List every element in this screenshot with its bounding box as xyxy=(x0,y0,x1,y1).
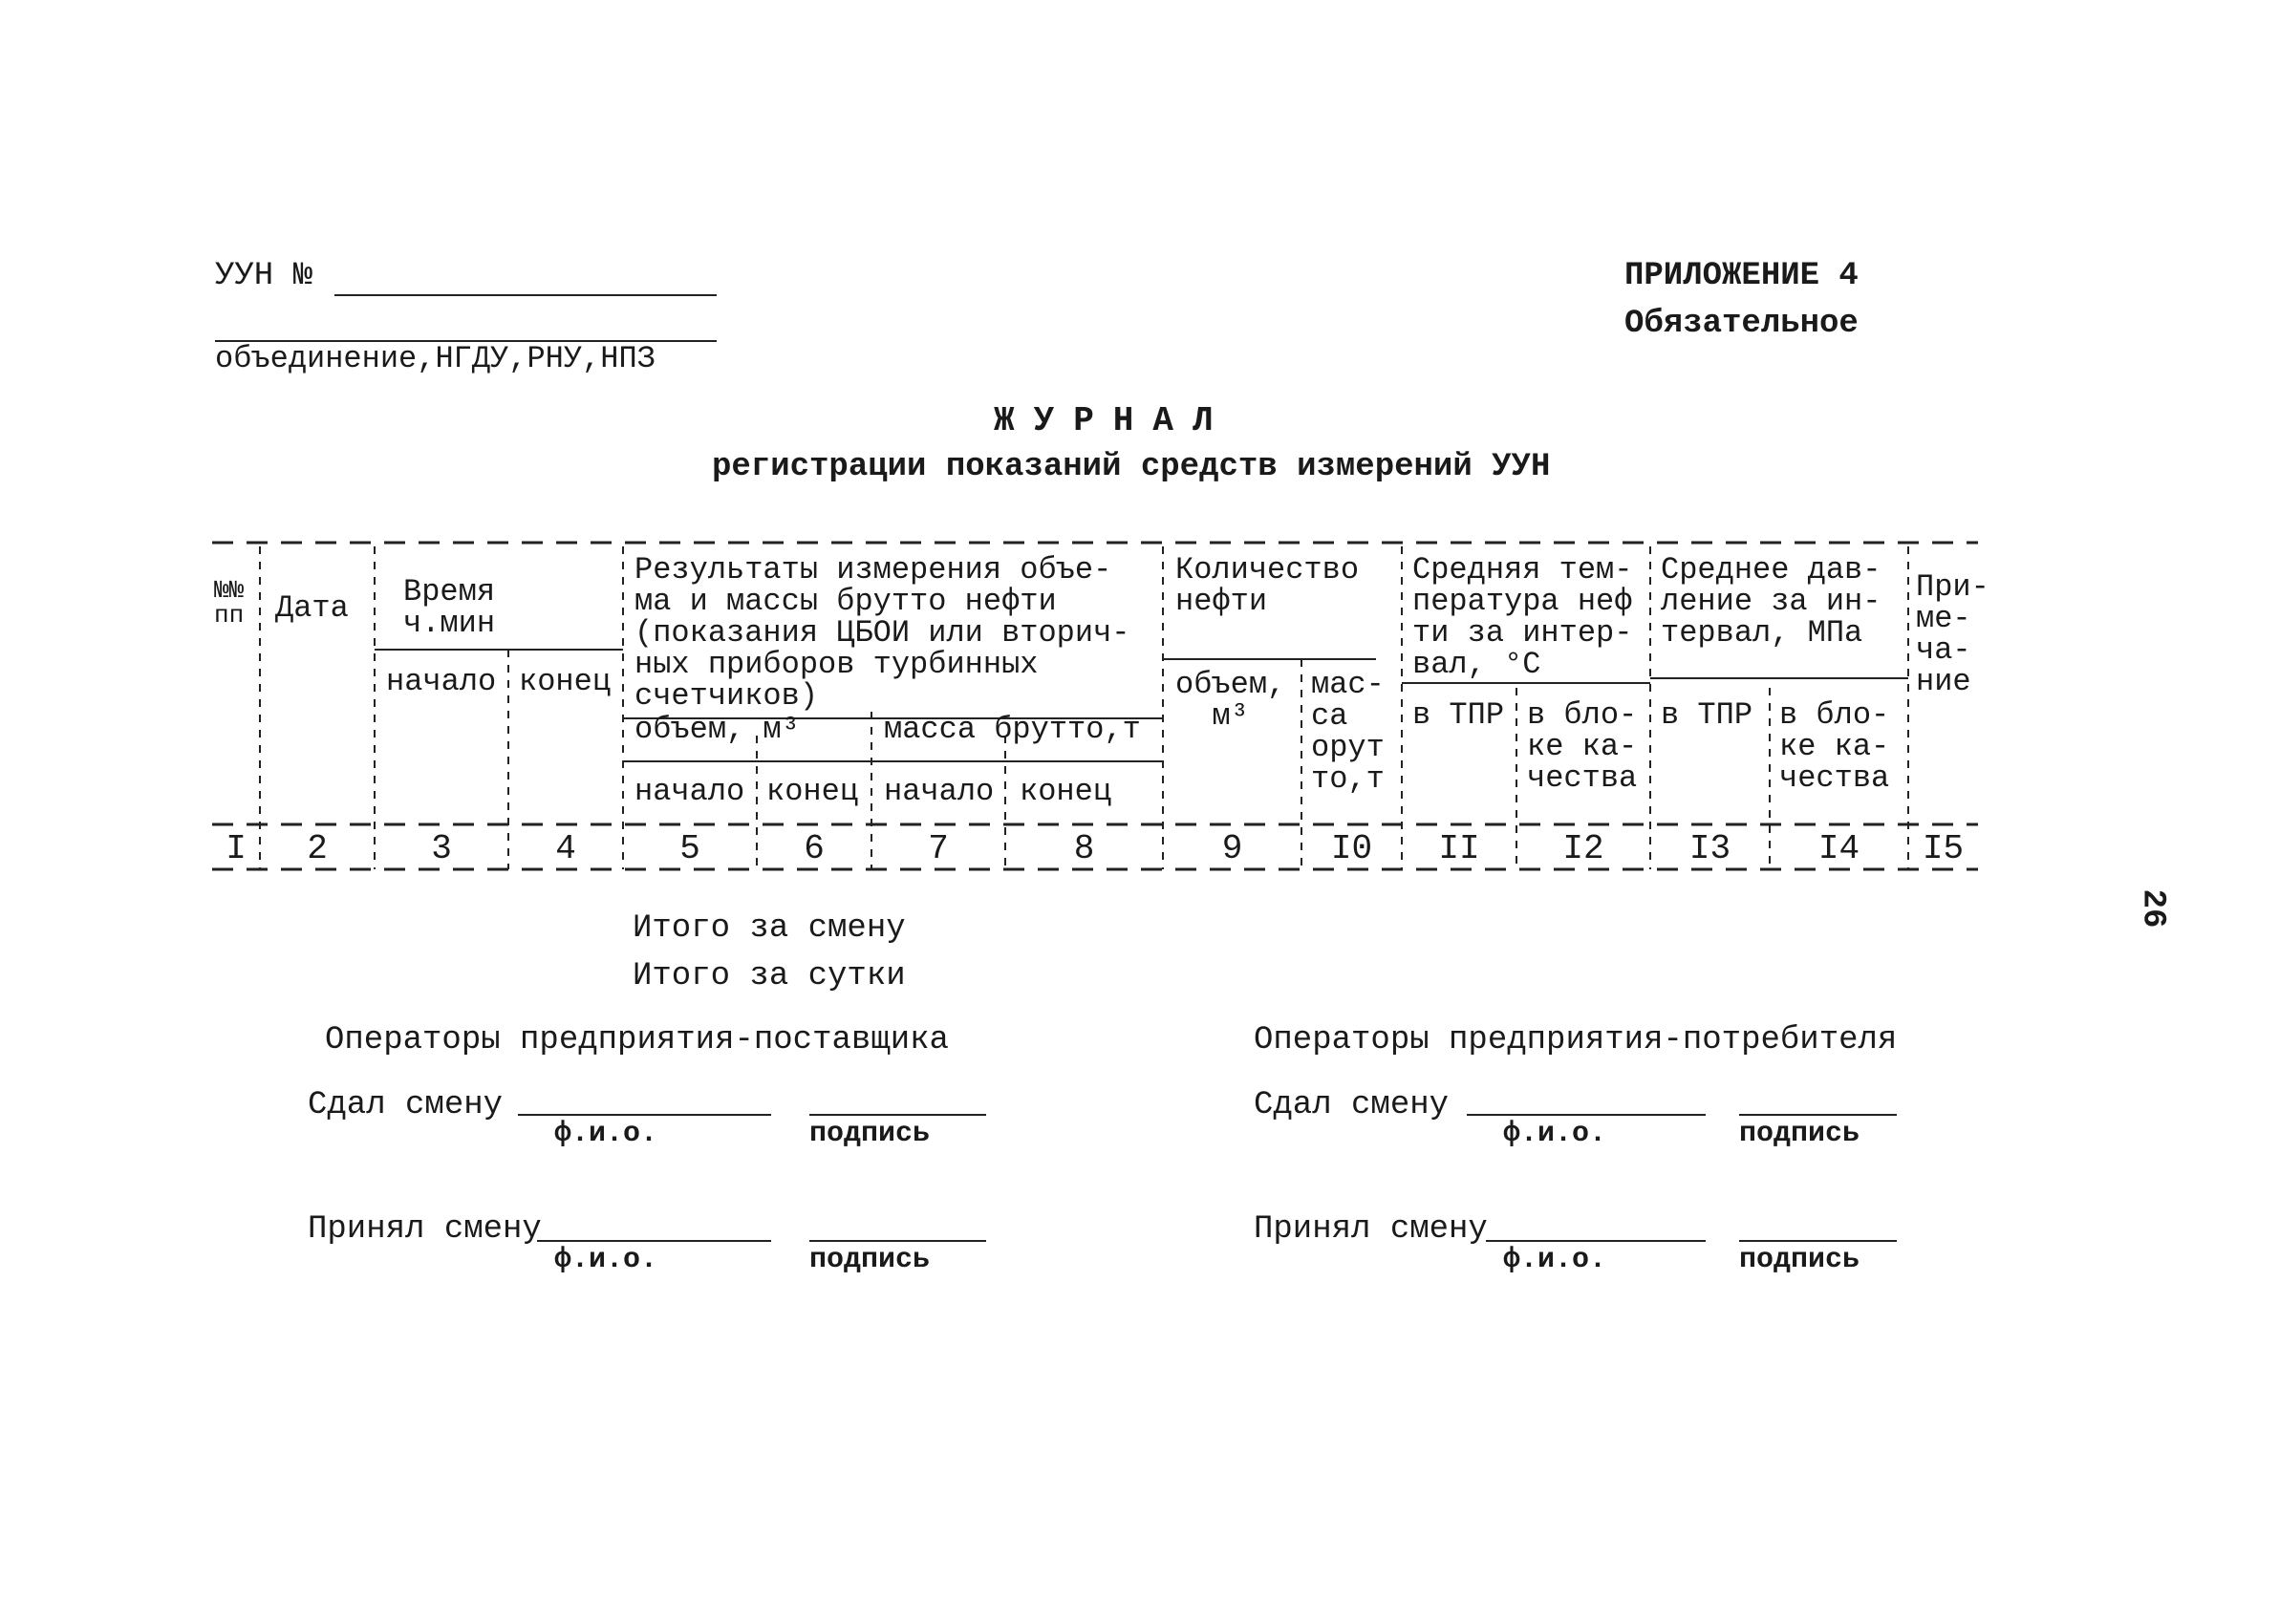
header-mass-end: конец xyxy=(1020,774,1112,809)
col-number: 7 xyxy=(928,829,949,868)
header-time-end: конец xyxy=(519,664,612,699)
header-temp-tpr: в ТПР xyxy=(1412,697,1505,733)
consumer-accepted-label: Принял смену xyxy=(1254,1211,1488,1248)
page-number: 26 xyxy=(2134,888,2171,929)
header-col-press: Среднее дав- ление за ин- тервал, МПа xyxy=(1661,552,1881,651)
col-number: I xyxy=(226,829,247,868)
header-col-date: Дата xyxy=(275,590,349,626)
col-number: 6 xyxy=(804,829,825,868)
consumer-handed-signature-caption: подпись xyxy=(1739,1118,1860,1150)
consumer-accepted-signature-caption: подпись xyxy=(1739,1244,1860,1276)
header-col-no: №№ пп xyxy=(214,576,245,630)
org-label: объединение,НГДУ,РНУ,НПЗ xyxy=(215,341,656,376)
total-day: Итого за сутки xyxy=(633,958,906,994)
header-col-qty: Количество нефти xyxy=(1175,552,1360,619)
col-number: I2 xyxy=(1562,829,1604,868)
page-subtitle: регистрации показаний средств измерений УУН xyxy=(712,449,1551,485)
header-temp-block: в бло- ке ка- чества xyxy=(1527,697,1638,796)
col-number: I4 xyxy=(1817,829,1860,868)
header-col-time: Время ч.мин xyxy=(403,574,496,641)
consumer-handed-fio-field[interactable] xyxy=(1467,1079,1706,1116)
appendix-label: ПРИЛОЖЕНИЕ 4 xyxy=(1624,258,1859,294)
supplier-accepted-fio-field[interactable] xyxy=(537,1206,771,1242)
consumer-accepted-fio-field[interactable] xyxy=(1486,1206,1706,1242)
col-number: I5 xyxy=(1922,829,1965,868)
col-number: 9 xyxy=(1221,829,1243,868)
supplier-handed-signature-field[interactable] xyxy=(809,1079,986,1116)
header-col-temp: Средняя тем- пература неф ти за интер- вал, °С xyxy=(1412,552,1633,682)
consumer-heading: Операторы предприятия-потребителя xyxy=(1254,1022,1898,1058)
header-qty-volume: объем, м³ xyxy=(1175,667,1286,734)
supplier-accepted-signature-field[interactable] xyxy=(809,1206,986,1242)
consumer-accepted-signature-field[interactable] xyxy=(1739,1206,1897,1242)
supplier-heading: Операторы предприятия-поставщика xyxy=(325,1022,949,1058)
header-vol-end: конец xyxy=(766,774,859,809)
header-mass-start: начало xyxy=(884,774,995,809)
supplier-handed-signature-caption: подпись xyxy=(809,1118,931,1150)
uun-label: УУН № xyxy=(215,258,313,294)
consumer-handed-signature-field[interactable] xyxy=(1739,1079,1897,1116)
col-number: 2 xyxy=(307,829,328,868)
consumer-handed-fio-caption: ф.и.о. xyxy=(1503,1118,1607,1150)
mandatory-label: Обязательное xyxy=(1624,306,1859,342)
supplier-handed-fio-caption: ф.и.о. xyxy=(554,1118,658,1150)
consumer-accepted-fio-caption: ф.и.о. xyxy=(1503,1244,1607,1276)
page-title: ЖУРНАЛ xyxy=(994,401,1233,440)
supplier-handed-label: Сдал смену xyxy=(308,1087,504,1123)
header-col-notes: При- ме- ча- ние xyxy=(1916,569,1989,699)
col-number: 3 xyxy=(431,829,452,868)
header-volume: объем, м³ xyxy=(634,712,800,747)
col-number: 8 xyxy=(1073,829,1095,868)
header-press-block: в бло- ке ка- чества xyxy=(1779,697,1890,796)
header-time-start: начало xyxy=(386,664,497,699)
col-number: I0 xyxy=(1330,829,1373,868)
header-col-results: Результаты измерения объе- ма и массы брутто нефти (показания ЦБОИ или вторич- ных приборов турбинных счетчиков) xyxy=(634,552,1130,714)
supplier-accepted-label: Принял смену xyxy=(308,1211,542,1248)
header-vol-start: начало xyxy=(634,774,745,809)
supplier-handed-fio-field[interactable] xyxy=(518,1079,771,1116)
col-number: 5 xyxy=(679,829,700,868)
col-number: I3 xyxy=(1688,829,1731,868)
header-mass-gross: масса брутто,т xyxy=(884,712,1141,747)
supplier-accepted-signature-caption: подпись xyxy=(809,1244,931,1276)
supplier-accepted-fio-caption: ф.и.о. xyxy=(554,1244,658,1276)
header-press-tpr: в ТПР xyxy=(1661,697,1753,733)
consumer-handed-label: Сдал смену xyxy=(1254,1087,1450,1123)
total-shift: Итого за смену xyxy=(633,910,906,947)
col-number: 4 xyxy=(555,829,576,868)
header-qty-mass: мас- са орут то,т xyxy=(1311,667,1385,797)
col-number: II xyxy=(1438,829,1480,868)
